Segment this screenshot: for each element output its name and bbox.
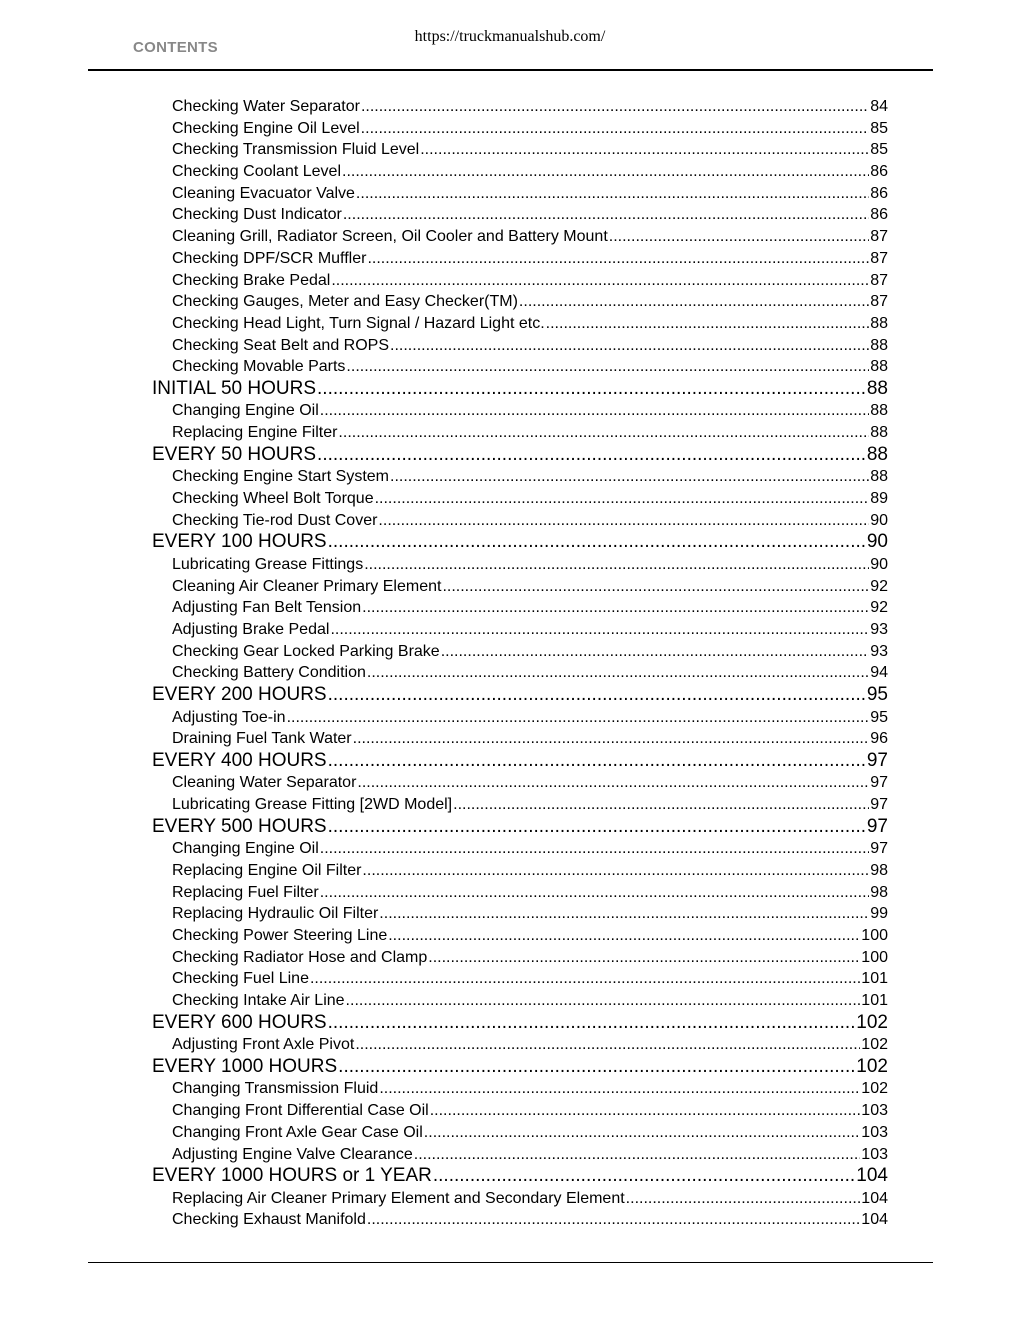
toc-entry-page: 95	[866, 684, 888, 705]
toc-entry-title: Checking Radiator Hose and Clamp	[172, 948, 428, 966]
dot-leader	[364, 554, 869, 576]
toc-entry-page: 100	[861, 927, 888, 944]
toc-entry-page: 92	[870, 577, 888, 595]
toc-entry[interactable]	[172, 466, 888, 488]
toc-entry-page: 86	[870, 206, 888, 224]
toc-entry-page: 104	[861, 1211, 888, 1229]
dot-leader	[355, 1034, 860, 1056]
toc-entry-page: 87	[870, 293, 888, 311]
dot-leader	[379, 1078, 860, 1100]
dot-leader	[328, 1012, 856, 1035]
dot-leader	[390, 335, 869, 357]
toc-section-entry[interactable]	[152, 684, 888, 707]
toc-entry-page: 104	[856, 1165, 888, 1187]
dot-leader	[375, 488, 870, 510]
toc-entry-title: EVERY 500 HOURS	[152, 815, 327, 837]
toc-entry-title: Checking Movable Parts	[172, 358, 346, 376]
running-header: CONTENTS	[133, 39, 218, 56]
toc-entry[interactable]	[172, 947, 888, 969]
toc-entry-title: EVERY 400 HOURS	[152, 749, 327, 771]
toc-entry-title: Lubricating Grease Fittings	[172, 555, 364, 573]
toc-entry[interactable]	[172, 707, 888, 729]
dot-leader	[441, 641, 870, 663]
toc-entry[interactable]	[172, 161, 888, 183]
toc-entry[interactable]	[172, 96, 888, 118]
toc-entry-page: 88	[870, 358, 888, 376]
toc-entry-page: 103	[861, 1145, 888, 1163]
dot-leader	[420, 139, 869, 161]
toc-entry[interactable]	[172, 422, 888, 444]
toc-entry-title: INITIAL 50 HOURS	[152, 377, 317, 399]
toc-entry-title: Checking DPF/SCR Muffler	[172, 249, 367, 267]
toc-entry-page: 88	[870, 402, 888, 420]
toc-section-entry[interactable]	[152, 750, 888, 773]
dot-leader	[367, 662, 869, 684]
dot-leader	[546, 313, 870, 335]
toc-entry[interactable]	[172, 576, 888, 598]
dot-leader	[362, 597, 869, 619]
toc-entry-page: 88	[870, 468, 888, 486]
toc-entry-page: 99	[870, 905, 888, 923]
toc-section-entry[interactable]	[152, 1165, 888, 1188]
dot-leader	[626, 1188, 861, 1210]
toc-entry[interactable]	[172, 226, 888, 248]
toc-entry-title: Cleaning Grill, Radiator Screen, Oil Cooler and Battery Mount	[172, 228, 608, 246]
toc-entry[interactable]	[172, 335, 888, 357]
table-of-contents	[0, 96, 1020, 1231]
dot-leader	[442, 576, 869, 598]
dot-leader	[346, 356, 869, 378]
toc-entry-page: 104	[861, 1189, 888, 1207]
toc-entry-title: Adjusting Engine Valve Clearance	[172, 1145, 413, 1163]
dot-leader	[330, 619, 869, 641]
toc-entry[interactable]	[172, 903, 888, 925]
toc-entry[interactable]	[172, 1209, 888, 1231]
toc-entry[interactable]	[172, 662, 888, 684]
toc-section-entry[interactable]	[152, 1056, 888, 1079]
toc-entry-page: 97	[866, 815, 888, 837]
toc-entry[interactable]	[172, 488, 888, 510]
toc-entry-title: Checking Intake Air Line	[172, 992, 345, 1010]
toc-entry-title: Replacing Air Cleaner Primary Element and Secondary Element	[172, 1189, 625, 1207]
toc-entry-title: Changing Front Axle Gear Case Oil	[172, 1123, 423, 1141]
dot-leader	[357, 772, 869, 794]
toc-entry-title: Adjusting Brake Pedal	[172, 620, 330, 638]
toc-entry-title: Changing Engine Oil	[172, 840, 319, 858]
dot-leader	[356, 183, 869, 205]
toc-entry[interactable]	[172, 1034, 888, 1056]
toc-entry-page: 84	[870, 98, 888, 115]
toc-entry-page: 102	[861, 1036, 888, 1054]
toc-entry-page: 87	[870, 271, 888, 289]
toc-entry-page: 89	[870, 490, 888, 507]
toc-entry[interactable]	[172, 772, 888, 794]
toc-entry[interactable]	[172, 728, 888, 750]
toc-entry[interactable]	[172, 794, 888, 816]
toc-entry-page: 103	[861, 1102, 888, 1120]
dot-leader	[362, 860, 869, 882]
toc-entry-page: 102	[856, 1055, 888, 1077]
toc-entry-page: 88	[866, 377, 888, 399]
toc-entry-title: Adjusting Toe-in	[172, 708, 286, 726]
dot-leader	[379, 903, 869, 925]
toc-entry[interactable]	[172, 860, 888, 882]
dot-leader	[353, 728, 870, 750]
toc-section-entry[interactable]	[152, 816, 888, 839]
dot-leader	[609, 226, 869, 248]
toc-entry-title: EVERY 200 HOURS	[152, 684, 327, 705]
toc-entry-title: Checking Brake Pedal	[172, 271, 331, 289]
toc-entry-page: 87	[870, 228, 888, 246]
toc-entry-title: Checking Battery Condition	[172, 664, 366, 682]
toc-entry-title: EVERY 50 HOURS	[152, 443, 317, 465]
dot-leader	[328, 684, 866, 707]
toc-entry[interactable]	[172, 882, 888, 904]
toc-entry[interactable]	[172, 270, 888, 292]
toc-entry-title: EVERY 1000 HOURS	[152, 1055, 338, 1077]
toc-entry-title: Checking Coolant Level	[172, 163, 341, 181]
toc-entry-title: Cleaning Water Separator	[172, 774, 357, 792]
toc-entry-title: Cleaning Air Cleaner Primary Element	[172, 577, 442, 595]
dot-leader	[328, 531, 866, 554]
toc-entry[interactable]	[172, 291, 888, 313]
toc-entry[interactable]	[172, 968, 888, 990]
toc-entry-page: 101	[861, 970, 888, 988]
toc-entry[interactable]	[172, 400, 888, 422]
toc-entry-page: 100	[861, 948, 888, 966]
dot-leader	[338, 422, 869, 444]
toc-entry-title: Replacing Engine Oil Filter	[172, 861, 362, 879]
toc-entry-page: 97	[870, 774, 888, 792]
toc-entry[interactable]	[172, 139, 888, 161]
toc-entry-title: Checking Dust Indicator	[172, 206, 342, 224]
toc-section-entry[interactable]	[152, 1012, 888, 1035]
dot-leader	[361, 96, 869, 118]
toc-section-entry[interactable]	[152, 531, 888, 554]
toc-entry[interactable]	[172, 1188, 888, 1210]
toc-entry[interactable]	[172, 597, 888, 619]
page-url: https://truckmanualshub.com/	[414, 28, 606, 45]
toc-entry[interactable]	[172, 1144, 888, 1166]
dot-leader	[338, 1056, 855, 1079]
toc-entry-title: Replacing Engine Filter	[172, 424, 338, 442]
toc-entry[interactable]	[172, 925, 888, 947]
toc-entry[interactable]	[172, 356, 888, 378]
toc-entry[interactable]	[172, 1122, 888, 1144]
dot-leader	[328, 816, 866, 839]
toc-entry-title: Replacing Hydraulic Oil Filter	[172, 905, 379, 923]
toc-entry-title: Checking Engine Oil Level	[172, 119, 360, 137]
dot-leader	[453, 794, 869, 816]
toc-entry-page: 86	[870, 184, 888, 202]
toc-section-entry[interactable]	[152, 378, 888, 401]
toc-entry-page: 97	[870, 796, 888, 814]
dot-leader	[310, 968, 860, 990]
toc-entry-page: 97	[870, 840, 888, 858]
dot-leader	[317, 378, 866, 401]
toc-entry-page: 87	[870, 249, 888, 267]
dot-leader	[320, 838, 869, 860]
toc-entry[interactable]	[172, 838, 888, 860]
toc-entry-title: Checking Gauges, Meter and Easy Checker(TM)	[172, 293, 518, 311]
toc-entry-title: Checking Seat Belt and ROPS	[172, 336, 390, 354]
dot-leader	[331, 270, 869, 292]
toc-entry-title: Replacing Fuel Filter	[172, 883, 319, 901]
toc-entry[interactable]	[172, 554, 888, 576]
dot-leader	[361, 118, 870, 140]
toc-entry-title: Changing Front Differential Case Oil	[172, 1102, 429, 1120]
toc-entry-title: EVERY 100 HOURS	[152, 531, 327, 553]
dot-leader	[320, 400, 869, 422]
header-rule	[88, 69, 933, 71]
toc-entry-page: 103	[861, 1123, 888, 1141]
dot-leader	[378, 510, 869, 532]
toc-entry[interactable]	[172, 641, 888, 663]
toc-entry[interactable]	[172, 204, 888, 226]
toc-entry-page: 97	[866, 749, 888, 771]
dot-leader	[328, 750, 866, 773]
toc-entry-page: 92	[870, 599, 888, 617]
toc-entry-page: 88	[870, 336, 888, 354]
toc-entry-page: 88	[866, 443, 888, 465]
dot-leader	[346, 990, 861, 1012]
dot-leader	[367, 248, 869, 270]
toc-entry-page: 88	[870, 314, 888, 332]
toc-entry-page: 90	[866, 531, 888, 553]
toc-entry-page: 98	[870, 861, 888, 879]
toc-entry-page: 102	[856, 1011, 888, 1033]
toc-entry-title: Checking Tie-rod Dust Cover	[172, 511, 378, 529]
toc-entry-page: 85	[870, 119, 888, 137]
toc-entry[interactable]	[172, 990, 888, 1012]
toc-entry-title: Checking Water Separator	[172, 98, 360, 115]
toc-entry-page: 85	[870, 141, 888, 159]
toc-entry-title: Checking Exhaust Manifold	[172, 1211, 366, 1229]
toc-entry-title: EVERY 1000 HOURS or 1 YEAR	[152, 1165, 432, 1187]
toc-entry-title: Changing Transmission Fluid	[172, 1080, 379, 1098]
toc-entry-title: Adjusting Front Axle Pivot	[172, 1036, 355, 1054]
dot-leader	[367, 1209, 860, 1231]
dot-leader	[433, 1165, 855, 1188]
dot-leader	[414, 1144, 861, 1166]
toc-entry[interactable]	[172, 1100, 888, 1122]
dot-leader	[317, 444, 866, 467]
toc-entry[interactable]	[172, 118, 888, 140]
toc-entry[interactable]	[172, 510, 888, 532]
toc-entry-page: 102	[861, 1080, 888, 1098]
toc-entry-title: Checking Transmission Fluid Level	[172, 141, 420, 159]
toc-entry-title: Checking Wheel Bolt Torque	[172, 490, 374, 507]
dot-leader	[342, 161, 869, 183]
toc-entry-title: Checking Gear Locked Parking Brake	[172, 642, 440, 660]
toc-entry-title: Checking Fuel Line	[172, 970, 309, 988]
toc-entry-page: 88	[870, 424, 888, 442]
toc-entry[interactable]	[172, 1078, 888, 1100]
footer-rule	[88, 1262, 933, 1263]
dot-leader	[320, 882, 869, 904]
toc-entry[interactable]	[172, 619, 888, 641]
toc-entry-page: 96	[870, 730, 888, 748]
dot-leader	[519, 291, 869, 313]
toc-entry-page: 93	[870, 620, 888, 638]
toc-entry[interactable]	[172, 183, 888, 205]
toc-entry[interactable]	[172, 248, 888, 270]
toc-entry-title: Lubricating Grease Fitting [2WD Model]	[172, 796, 453, 814]
dot-leader	[287, 707, 870, 729]
toc-entry-title: Checking Power Steering Line	[172, 927, 388, 944]
toc-entry-title: EVERY 600 HOURS	[152, 1011, 327, 1033]
dot-leader	[390, 466, 869, 488]
toc-section-entry[interactable]	[152, 444, 888, 467]
dot-leader	[428, 947, 860, 969]
toc-entry-title: Adjusting Fan Belt Tension	[172, 599, 362, 617]
dot-leader	[430, 1100, 861, 1122]
toc-entry-page: 98	[870, 883, 888, 901]
toc-entry-title: Draining Fuel Tank Water	[172, 730, 352, 748]
toc-entry-title: Changing Engine Oil	[172, 402, 319, 420]
toc-entry-page: 93	[870, 642, 888, 660]
toc-entry-title: Cleaning Evacuator Valve	[172, 184, 355, 202]
dot-leader	[424, 1122, 861, 1144]
dot-leader	[388, 925, 860, 947]
toc-entry-title: Checking Head Light, Turn Signal / Hazard Light etc.	[172, 314, 545, 332]
toc-entry-page: 94	[870, 664, 888, 682]
toc-entry-page: 101	[861, 992, 888, 1010]
toc-entry-title: Checking Engine Start System	[172, 468, 389, 486]
dot-leader	[343, 204, 869, 226]
toc-entry-page: 90	[870, 555, 888, 573]
toc-entry-page: 90	[870, 511, 888, 529]
toc-entry-page: 86	[870, 163, 888, 181]
toc-entry-page: 95	[870, 708, 888, 726]
toc-entry[interactable]	[172, 313, 888, 335]
